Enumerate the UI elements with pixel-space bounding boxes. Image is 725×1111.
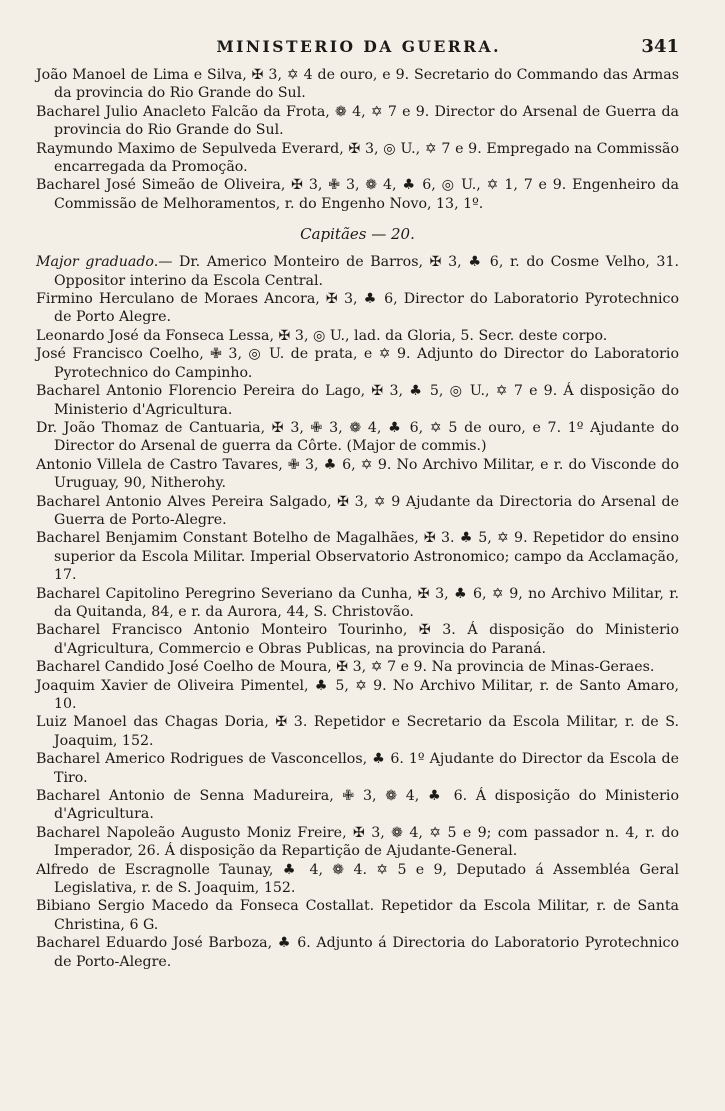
list-item: Bacharel Francisco Antonio Monteiro Tourinho, ✠ 3. Á disposição do Ministerio d'Agricultura, Commercio e Obras Publicas, na provincia do Paraná. (36, 622, 679, 657)
list-item: Bacharel José Simeão de Oliveira, ✠ 3, ✙ 3, ❁ 4, ♣ 6, ◎ U., ✡ 1, 7 e 9. Engenheiro da Commissão de Melhoramentos, r. do Engenho Novo, 13, 1º. (36, 177, 679, 212)
list-item: Luiz Manoel das Chagas Doria, ✠ 3. Repetidor e Secretario da Escola Militar, r. de S. Joaquim, 152. (36, 714, 679, 749)
section-heading: Capitães — 20. (300, 225, 415, 244)
running-title: MINISTERIO DA GUERRA. (216, 37, 501, 56)
list-item: Alfredo de Escragnolle Taunay, ♣ 4, ❁ 4. ✡ 5 e 9, Deputado á Assembléa Geral Legislativa, r. de S. Joaquim, 152. (36, 861, 679, 897)
list-item: Bacharel Benjamim Constant Botelho de Magalhães, ✠ 3. ♣ 5, ✡ 9. Repetidor do ensino superior da Escola Militar. Imperial Observatorio Astronomico; campo da Acclamação, 17. (36, 530, 679, 584)
rank-label: Major graduado. (36, 254, 159, 271)
list-item: Antonio Villela de Castro Tavares, ✙ 3, ♣ 6, ✡ 9. No Archivo Militar, e r. do Visconde do Uruguay, 90, Nitherohy. (36, 456, 679, 492)
list-item: Bacharel Napoleão Augusto Moniz Freire, ✠ 3, ❁ 4, ✡ 5 e 9; com passador n. 4, r. do Imperador, 26. Á disposição da Repartição de Ajudante-General. (36, 824, 679, 860)
list-item: Bacharel Americo Rodrigues de Vasconcellos, ♣ 6. 1º Ajudante do Director da Escola de Tiro. (36, 751, 679, 786)
page-number: 341 (641, 36, 679, 57)
list-item: Bacharel Antonio de Senna Madureira, ✙ 3, ❁ 4, ♣ 6. Á disposição do Ministerio d'Agricultura. (36, 788, 679, 823)
list-item: Bacharel Eduardo José Barboza, ♣ 6. Adjunto á Directoria do Laboratorio Pyrotechnico de Porto-Alegre. (36, 935, 679, 970)
list-item: Bacharel Capitolino Peregrino Severiano da Cunha, ✠ 3, ♣ 6, ✡ 9, no Archivo Militar, r. da Quitanda, 84, e r. da Aurora, 44, S. Christovão. (36, 585, 679, 620)
list-item: Bacharel Julio Anacleto Falcão da Frota, ❁ 4, ✡ 7 e 9. Director do Arsenal de Guerra da provincia do Rio Grande do Sul. (36, 103, 679, 139)
list-item: Dr. João Thomaz de Cantuaria, ✠ 3, ✙ 3, ❁ 4, ♣ 6, ✡ 5 de ouro, e 7. 1º Ajudante do Director do Arsenal de guerra da Côrte. (Major de commis.) (36, 419, 679, 455)
list-item: José Francisco Coelho, ✙ 3, ◎ U. de prata, e ✡ 9. Adjunto do Director do Laboratorio Pyrotechnico do Campinho. (36, 346, 679, 381)
entry-text: — Dr. Americo Monteiro de Barros, ✠ 3, ♣ 6, r. do Cosme Velho, 31. Oppositor interino da Escola Central. (54, 254, 679, 289)
list-item: Joaquim Xavier de Oliveira Pimentel, ♣ 5, ✡ 9. No Archivo Militar, r. de Santo Amaro, 10. (36, 677, 679, 712)
list-item: Raymundo Maximo de Sepulveda Everard, ✠ 3, ◎ U., ✡ 7 e 9. Empregado na Commissão encarregada da Promoção. (36, 140, 679, 176)
list-item: Firmino Herculano de Moraes Ancora, ✠ 3, ♣ 6, Director do Laboratorio Pyrotechnico de Porto Alegre. (36, 291, 679, 326)
list-item: Bibiano Sergio Macedo da Fonseca Costallat. Repetidor da Escola Militar, r. de Santa Christina, 6 G. (36, 898, 679, 933)
list-item: Bacharel Candido José Coelho de Moura, ✠ 3, ✡ 7 e 9. Na provincia de Minas-Geraes. (36, 659, 655, 676)
running-head (36, 36, 679, 66)
list-item (36, 253, 679, 290)
list-item: Leonardo José da Fonseca Lessa, ✠ 3, ◎ U., lad. da Gloria, 5. Secr. deste corpo. (36, 327, 608, 344)
list-item: Bacharel Antonio Alves Pereira Salgado, ✠ 3, ✡ 9 Ajudante da Directoria do Arsenal de Guerra de Porto-Alegre. (36, 493, 679, 528)
entry-list (36, 66, 679, 971)
list-item: João Manoel de Lima e Silva, ✠ 3, ✡ 4 de ouro, e 9. Secretario do Commando das Armas da provincia do Rio Grande do Sul. (36, 67, 679, 102)
list-item: Bacharel Antonio Florencio Pereira do Lago, ✠ 3, ♣ 5, ◎ U., ✡ 7 e 9. Á disposição do Ministerio d'Agricultura. (36, 383, 679, 418)
